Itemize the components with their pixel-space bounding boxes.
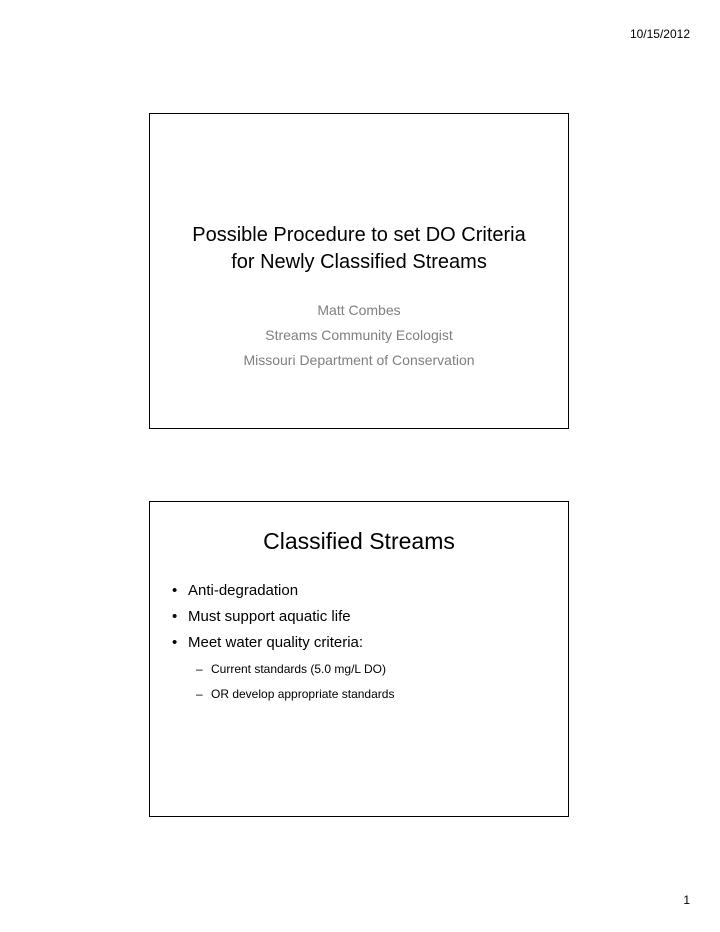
page-date: 10/15/2012 xyxy=(629,27,690,41)
bullet-icon: • xyxy=(172,608,178,625)
author-role: Streams Community Ecologist xyxy=(265,327,453,343)
author-name: Matt Combes xyxy=(317,302,401,318)
sub-bullet-item xyxy=(196,682,394,707)
sub-bullet-list xyxy=(196,657,394,707)
bullet-item xyxy=(172,604,363,630)
author-organization: Missouri Department of Conservation xyxy=(243,352,475,368)
slide-title-slide xyxy=(149,113,569,429)
bullet-icon: • xyxy=(172,634,178,651)
sub-bullet-item xyxy=(196,657,394,682)
slide-classified-streams xyxy=(149,501,569,817)
dash-icon: – xyxy=(196,687,203,701)
bullet-text: Anti-degradation xyxy=(188,582,299,599)
bullet-icon: • xyxy=(172,582,178,599)
bullet-item xyxy=(172,578,363,604)
sub-bullet-text: Current standards (5.0 mg/L DO) xyxy=(211,662,386,676)
page-number: 1 xyxy=(683,893,690,907)
slide-title xyxy=(150,222,568,276)
slide-heading: Classified Streams xyxy=(263,528,455,554)
slide-subtitle xyxy=(150,298,568,373)
bullet-text: Meet water quality criteria: xyxy=(188,634,364,651)
slide-title-line-2: for Newly Classified Streams xyxy=(231,251,487,273)
sub-bullet-text: OR develop appropriate standards xyxy=(211,687,395,701)
bullet-list xyxy=(172,578,363,656)
bullet-item xyxy=(172,630,363,656)
slide-title-line-1: Possible Procedure to set DO Criteria xyxy=(192,224,526,246)
dash-icon: – xyxy=(196,662,203,676)
bullet-text: Must support aquatic life xyxy=(188,608,351,625)
